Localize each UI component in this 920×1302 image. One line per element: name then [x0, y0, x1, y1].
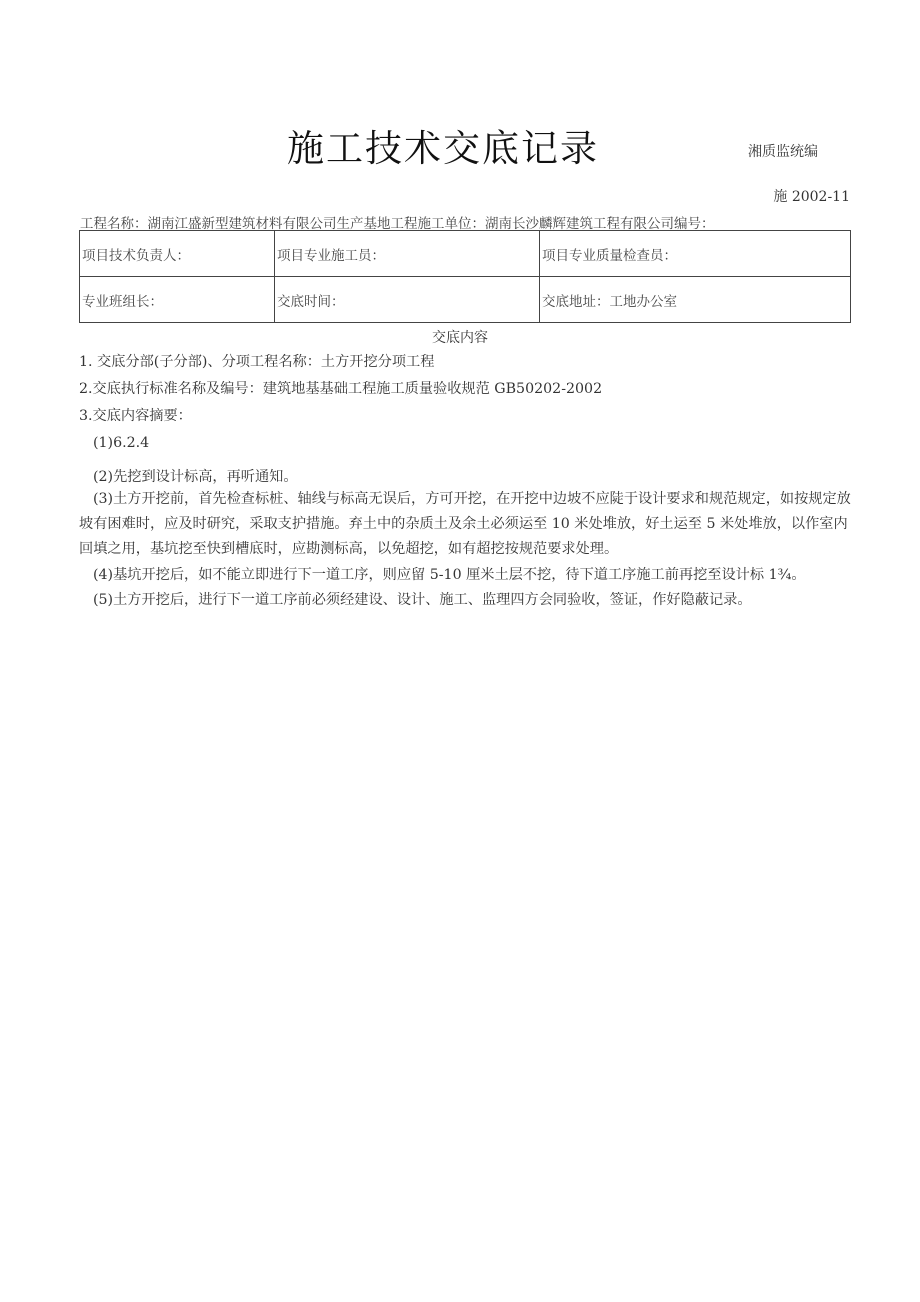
briefing-location-cell: 交底地址：工地办公室 [540, 277, 851, 323]
info-table [79, 230, 851, 323]
content-item-1: 1. 交底分部(子分部)、分项工程名称：土方开挖分项工程 [79, 354, 435, 370]
summary-item-3: (3)土方开挖前，首先检查标桩、轴线与标高无误后，方可开挖，在开挖中边坡不应陡于设计要求和规范规定，如按规定放坡有困难时，应及时研究，采取支护措施。弃土中的杂质土及余土必须运至 10 米处堆放，好土运至 5 米处堆放，以作室内回填之用，基坑挖至快到槽底时，应勘测标高，以免超挖，如有超挖按规范要求处理。 [79, 491, 851, 557]
team-leader-cell: 专业班组长： [80, 277, 275, 323]
summary-item-4: (4)基坑开挖后，如不能立即进行下一道工序，则应留 5-10 厘米土层不挖，待下道工序施工前再挖至设计标 1¾。 [93, 567, 806, 583]
summary-item-5: (5)土方开挖后，进行下一道工序前必须经建设、设计、施工、监理四方会同验收，签证，作好隐蔽记录。 [93, 592, 752, 608]
tech-lead-cell: 项目技术负责人： [80, 231, 275, 277]
content-item-3: 3.交底内容摘要： [79, 408, 192, 424]
quality-inspector-cell: 项目专业质量检查员： [540, 231, 851, 277]
content-item-2: 2.交底执行标准名称及编号：建筑地基基础工程施工质量验收规范 GB50202-2002 [79, 381, 603, 397]
summary-item-2: (2)先挖到设计标高，再听通知。 [93, 469, 298, 485]
table-row [80, 277, 851, 323]
project-info-line: 工程名称：湖南江盛新型建筑材料有限公司生产基地工程施工单位：湖南长沙麟辉建筑工程有限公司编号： [80, 216, 715, 232]
construction-staff-cell: 项目专业施工员： [275, 231, 540, 277]
section-title: 交底内容 [432, 330, 488, 346]
publisher-label: 湘质监统编 [748, 144, 818, 160]
briefing-time-cell: 交底时间： [275, 277, 540, 323]
summary-item-1: (1)6.2.4 [93, 435, 150, 451]
form-code: 施 2002-11 [773, 189, 850, 205]
page-title: 施工技术交底记录 [287, 127, 599, 170]
table-row [80, 231, 851, 277]
